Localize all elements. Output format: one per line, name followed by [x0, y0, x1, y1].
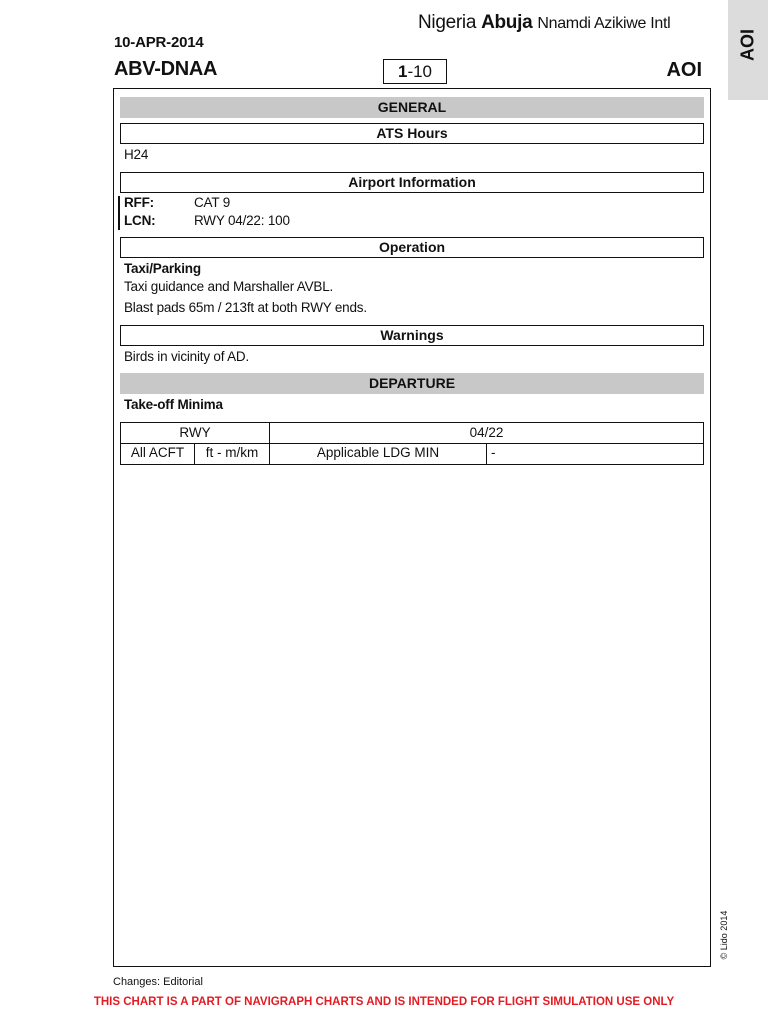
ats-hours-header: ATS Hours	[120, 123, 704, 144]
city-name: Abuja	[481, 12, 533, 33]
blast-pads-text: Blast pads 65m / 213ft at both RWY ends.	[124, 300, 367, 315]
operation-header: Operation	[120, 237, 704, 258]
takeoff-minima-title: Take-off Minima	[124, 397, 223, 412]
departure-section-header: DEPARTURE	[120, 373, 704, 394]
country-name: Nigeria	[418, 12, 477, 33]
chart-date: 10-APR-2014	[114, 34, 204, 51]
airport-info-header: Airport Information	[120, 172, 704, 193]
rff-value: CAT 9	[194, 195, 231, 210]
lcn-label: LCN:	[124, 213, 156, 228]
info-rule	[118, 196, 120, 230]
rwy-label: RWY	[179, 425, 211, 440]
warnings-header: Warnings	[120, 325, 704, 346]
rff-label: RFF:	[124, 195, 154, 210]
minima-value: -	[491, 445, 496, 460]
table-row-divider	[121, 443, 703, 444]
warnings-value: Birds in vicinity of AD.	[124, 349, 249, 364]
side-tab-label: AOI	[737, 28, 758, 62]
changes-note: Changes: Editorial	[113, 976, 203, 988]
table-col-divider	[486, 443, 487, 464]
simulation-notice: THIS CHART IS A PART OF NAVIGRAPH CHARTS AND IS INTENDED FOR FLIGHT SIMULATION USE ONLY	[93, 996, 675, 1008]
side-tab	[728, 0, 768, 100]
rwy-value: 04/22	[469, 425, 504, 440]
lcn-value: RWY 04/22: 100	[194, 213, 290, 228]
airport-code: ABV-DNAA	[114, 58, 218, 80]
airport-name: Nnamdi Azikiwe Intl	[537, 15, 671, 32]
taxi-parking-title: Taxi/Parking	[124, 261, 201, 276]
page-number-major: 1	[397, 62, 408, 81]
section-code: AOI	[666, 59, 702, 81]
takeoff-minima-table	[120, 422, 704, 465]
applicable-ldg-min: Applicable LDG MIN	[316, 445, 440, 460]
airport-title	[418, 12, 670, 34]
general-section-header: GENERAL	[120, 97, 704, 118]
page-number	[383, 59, 447, 84]
copyright: © Lido 2014	[719, 910, 729, 960]
acft-category: All ACFT	[130, 445, 185, 460]
unit-label: ft - m/km	[205, 445, 259, 460]
ats-hours-value: H24	[124, 147, 149, 162]
taxi-guidance-text: Taxi guidance and Marshaller AVBL.	[124, 279, 334, 294]
page-number-minor: -10	[407, 62, 433, 81]
